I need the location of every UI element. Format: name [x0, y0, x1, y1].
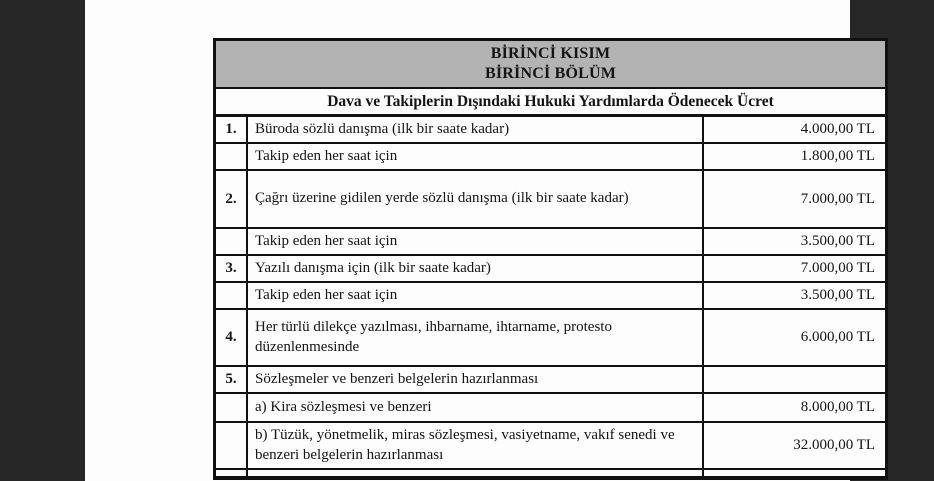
section-title: BİRİNCİ BÖLÜM: [484, 65, 617, 82]
row-description-cell: Yazılı danışma için (ilk bir saate kadar): [248, 256, 704, 281]
row-description-cell: Her türlü dilekçe yazılması, ihbarname, ihtarname, protesto düzenlenmesinde: [248, 310, 704, 365]
fee-schedule-table: [213, 38, 888, 480]
table-title: Dava ve Takiplerin Dışındaki Hukuki Yardımlarda Ödenecek Ücret: [216, 89, 885, 117]
row-description-cell: Sözleşmeler ve benzeri belgelerin hazırlanması: [248, 367, 704, 392]
table-row: [216, 283, 885, 310]
row-description-cell: b) Tüzük, yönetmelik, miras sözleşmesi, vasiyetname, vakıf senedi ve benzeri belgelerin hazırlanması: [248, 423, 704, 468]
row-number-cell: 2.: [216, 171, 248, 227]
row-number-cell: [216, 283, 248, 308]
row-number-cell: 4.: [216, 310, 248, 365]
table-row: [216, 144, 885, 171]
row-fee-cell: 6.000,00 TL: [800, 329, 875, 345]
row-number-cell: 3.: [216, 256, 248, 281]
row-fee-cell: 3.500,00 TL: [800, 233, 875, 249]
table-row: [216, 423, 885, 470]
row-fee-cell: [704, 367, 885, 392]
table-row: [216, 117, 885, 144]
row-fee-cell: 32.000,00 TL: [793, 437, 875, 453]
row-fee-cell: 3.500,00 TL: [800, 287, 875, 303]
row-number-cell: [216, 144, 248, 169]
table-row: [216, 310, 885, 367]
row-number-cell: [216, 394, 248, 421]
table-row: [216, 229, 885, 256]
row-fee-cell: 1.800,00 TL: [800, 148, 875, 164]
row-number-cell: 1.: [216, 117, 248, 142]
table-row: [216, 367, 885, 394]
row-number-cell: 5.: [216, 367, 248, 392]
table-row: [216, 256, 885, 283]
row-description-cell: Büroda sözlü danışma (ilk bir saate kadar): [248, 117, 704, 142]
part-title: BİRİNCİ KISIM: [490, 44, 611, 62]
row-description-cell: a) Kira sözleşmesi ve benzeri: [248, 394, 704, 421]
row-number-cell: [216, 423, 248, 468]
row-fee-cell: 4.000,00 TL: [800, 121, 875, 137]
partial-next-row: [216, 470, 885, 476]
table-bottom-border: [216, 476, 885, 480]
row-fee-cell: 8.000,00 TL: [800, 399, 875, 415]
row-fee-cell: 7.000,00 TL: [800, 260, 875, 276]
row-description-cell: Takip eden her saat için: [248, 229, 704, 254]
fee-table-rows: [216, 117, 885, 470]
table-part-header: [216, 41, 885, 89]
row-number-cell: [216, 229, 248, 254]
row-description-cell: Takip eden her saat için: [248, 283, 704, 308]
row-description-cell: Takip eden her saat için: [248, 144, 704, 169]
row-description-cell: Çağrı üzerine gidilen yerde sözlü danışma (ilk bir saate kadar): [248, 171, 704, 227]
document-page: [85, 0, 875, 481]
table-row: [216, 171, 885, 229]
table-row: [216, 394, 885, 423]
row-fee-cell: 7.000,00 TL: [800, 190, 875, 207]
left-black-margin: [0, 0, 85, 481]
